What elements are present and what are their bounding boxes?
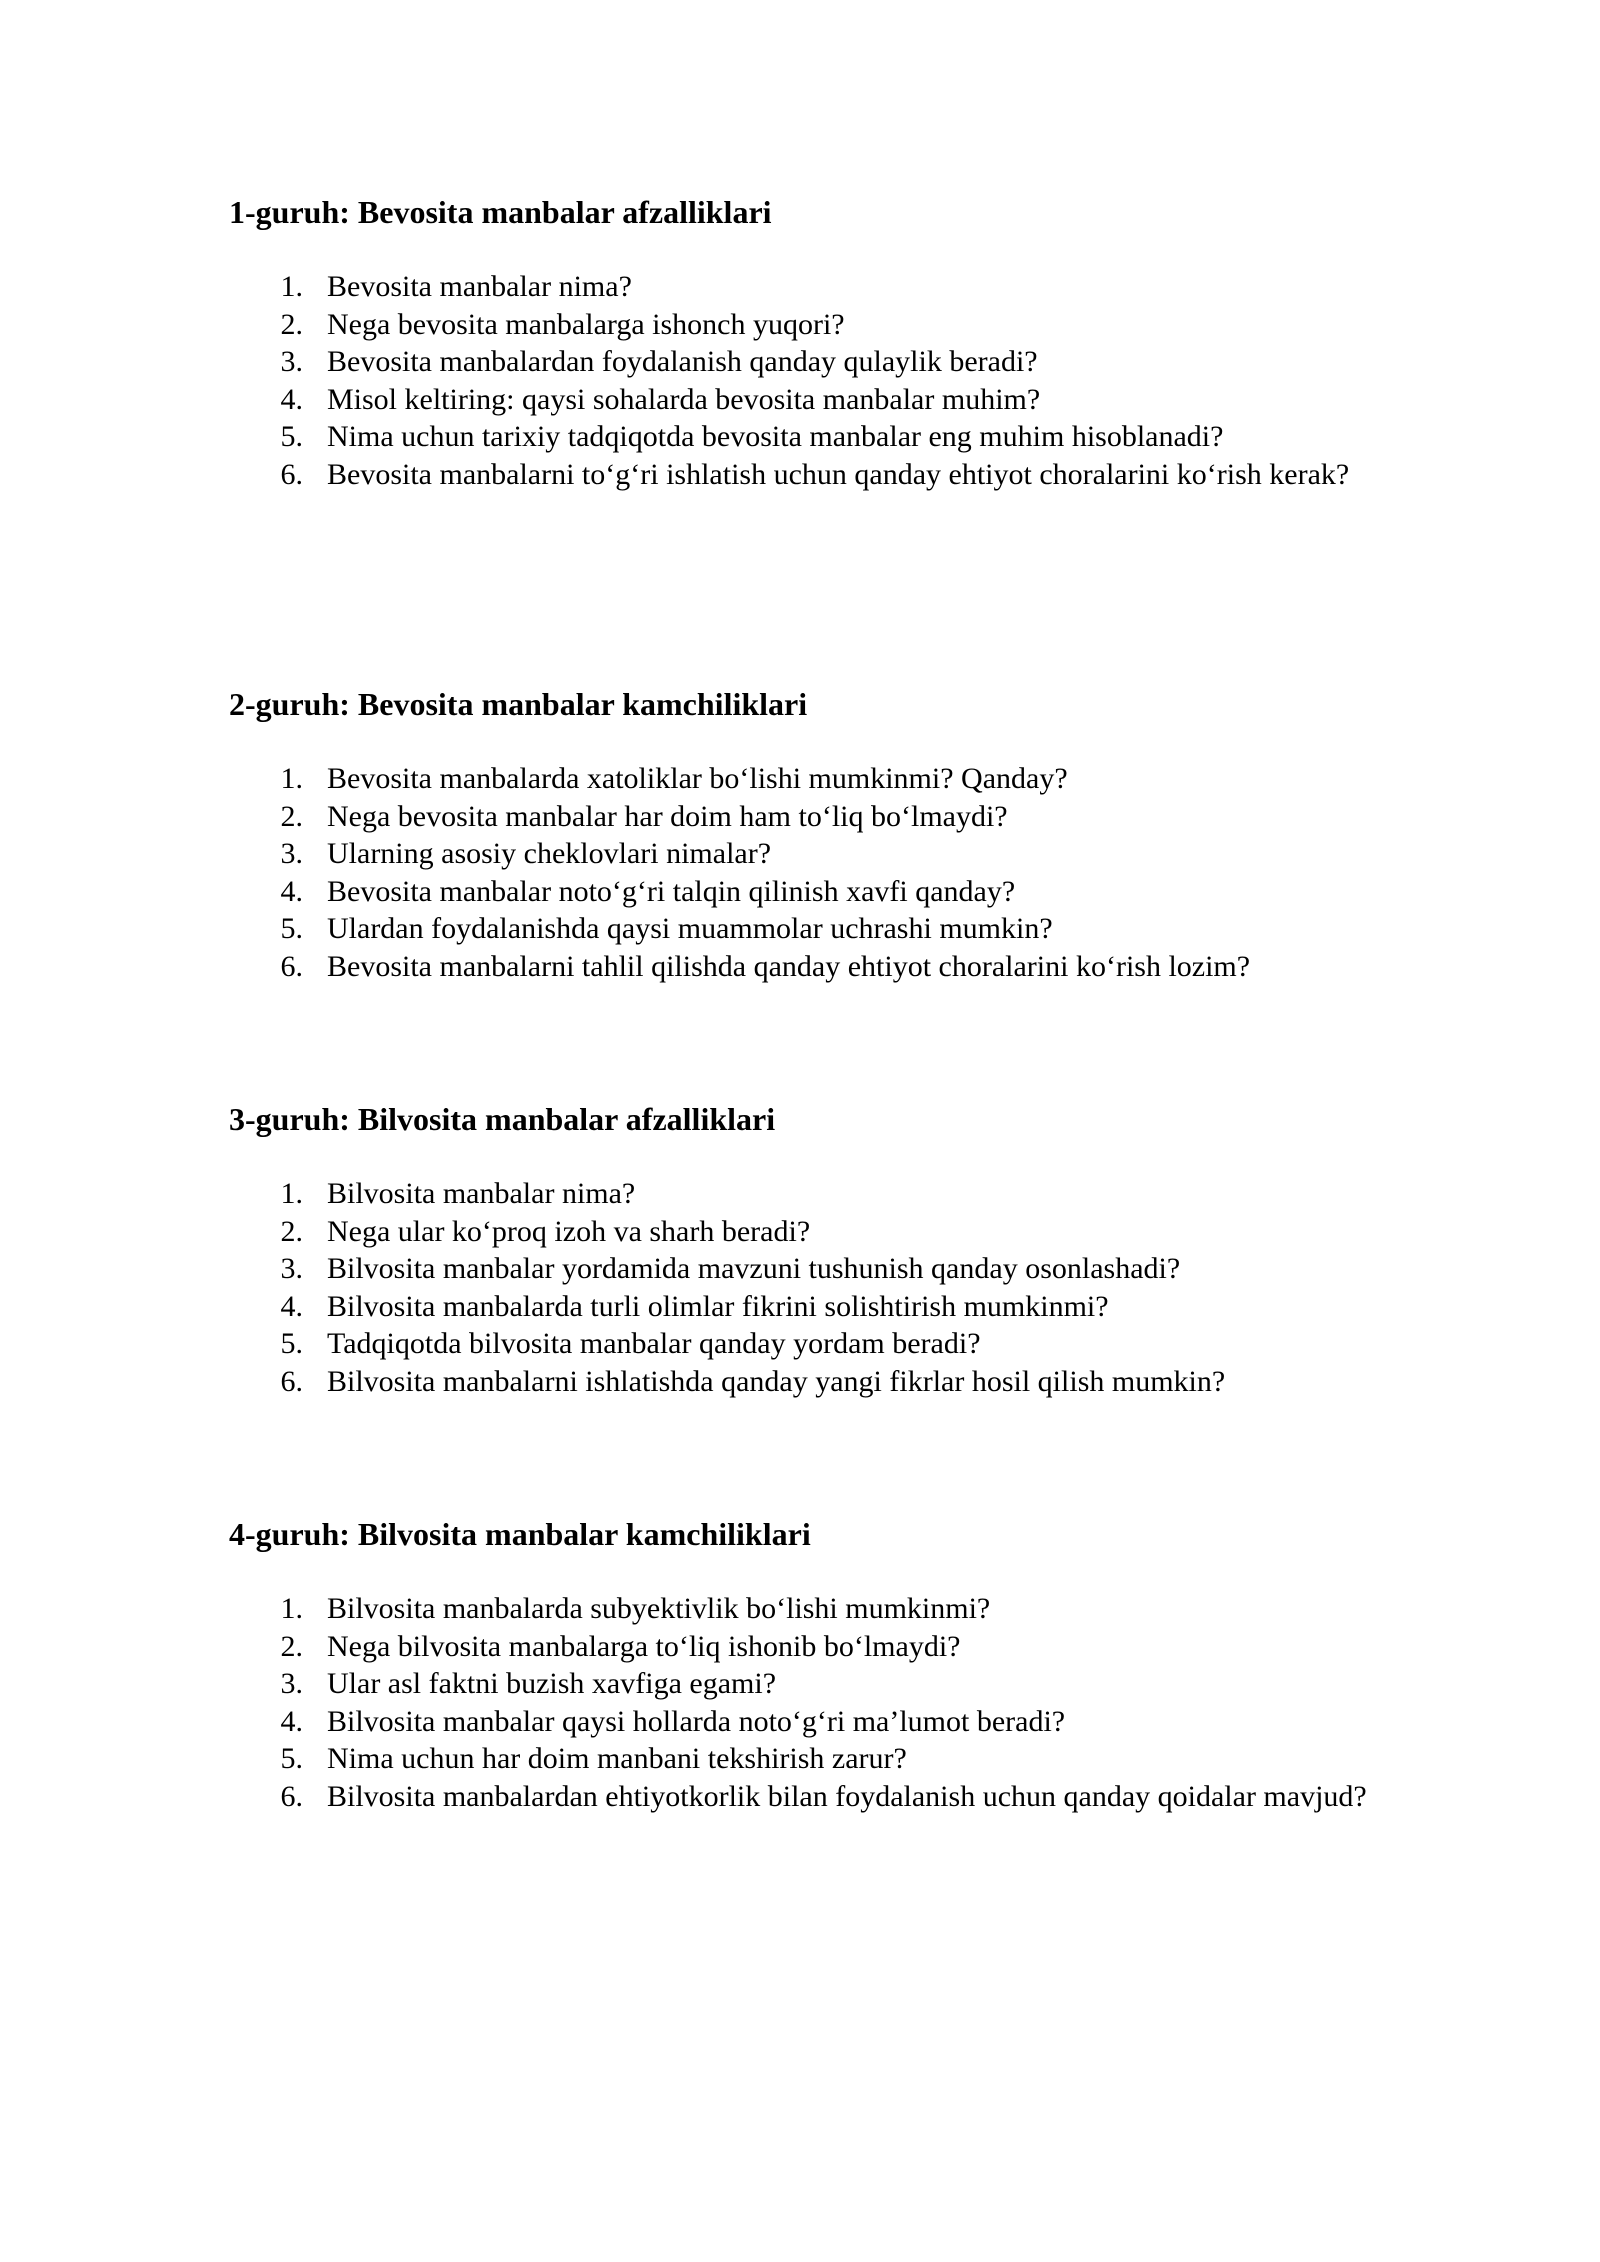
item-number: 6.: [280, 457, 303, 491]
list-item: [229, 1250, 1479, 1288]
list-item: [229, 910, 1479, 948]
item-text: Bevosita manbalarda xatoliklar bo‘lishi mumkinmi? Qanday?: [327, 762, 1068, 795]
list-item: [229, 1703, 1479, 1741]
item-number: 4.: [280, 874, 303, 908]
item-text: Bilvosita manbalarni ishlatishda qanday yangi fikrlar hosil qilish mumkin?: [327, 1364, 1226, 1398]
item-text: Bevosita manbalarni to‘g‘ri ishlatish uchun qanday ehtiyot choralarini ko‘rish kerak?: [327, 457, 1350, 491]
list-item: [229, 343, 1479, 381]
list-item: [229, 418, 1479, 456]
item-text: Bevosita manbalar noto‘g‘ri talqin qilinish xavfi qanday?: [327, 874, 1016, 908]
question-list: [229, 1590, 1479, 1815]
item-text: Bilvosita manbalar yordamida mavzuni tushunish qanday osonlashadi?: [327, 1252, 1181, 1285]
item-number: 5.: [280, 1742, 303, 1775]
item-text: Nima uchun har doim manbani tekshirish zarur?: [327, 1742, 907, 1775]
item-text: Ular asl faktni buzish xavfiga egami?: [327, 1667, 777, 1700]
item-number: 2.: [280, 307, 303, 341]
item-number: 6.: [280, 1364, 303, 1398]
question-list: [229, 1175, 1479, 1400]
item-text: Tadqiqotda bilvosita manbalar qanday yordam beradi?: [327, 1327, 981, 1360]
item-text: Bevosita manbalar nima?: [327, 270, 632, 303]
item-text: Ulardan foydalanishda qaysi muammolar uchrashi mumkin?: [327, 912, 1053, 945]
item-text: Bilvosita manbalardan ehtiyotkorlik bilan foydalanish uchun qanday qoidalar mavjud?: [327, 1779, 1367, 1813]
item-text: Bilvosita manbalar qaysi hollarda noto‘g‘ri ma’lumot beradi?: [327, 1704, 1066, 1738]
list-item: [229, 1628, 1479, 1666]
item-number: 3.: [280, 1667, 303, 1700]
item-text: Ularning asosiy cheklovlari nimalar?: [327, 837, 772, 870]
list-item: [229, 948, 1479, 986]
question-list: [229, 760, 1479, 985]
item-number: 4.: [280, 1289, 303, 1323]
item-text: Bilvosita manbalarda turli olimlar fikrini solishtirish mumkinmi?: [327, 1289, 1109, 1323]
item-number: 3.: [280, 1252, 303, 1285]
list-item: [229, 1363, 1479, 1401]
item-number: 4.: [280, 1704, 303, 1738]
list-item: [229, 873, 1479, 911]
item-number: 6.: [280, 1779, 303, 1813]
list-item: [229, 1325, 1479, 1363]
section-title: 4-guruh: Bilvosita manbalar kamchiliklari: [229, 1516, 811, 1552]
item-text: Nega ular ko‘proq izoh va sharh beradi?: [327, 1214, 811, 1248]
item-text: Nega bevosita manbalar har doim ham to‘liq bo‘lmaydi?: [327, 799, 1008, 833]
item-number: 5.: [280, 420, 303, 453]
list-item: [229, 835, 1479, 873]
section-title: 2-guruh: Bevosita manbalar kamchiliklari: [229, 686, 808, 722]
item-text: Bilvosita manbalarda subyektivlik bo‘lishi mumkinmi?: [327, 1592, 991, 1625]
item-number: 1.: [280, 270, 303, 303]
item-number: 2.: [280, 1629, 303, 1663]
item-number: 5.: [280, 912, 303, 945]
group-4-section: [229, 1514, 1479, 1815]
list-item: [229, 798, 1479, 836]
list-item: [229, 306, 1479, 344]
item-text: Bevosita manbalardan foydalanish qanday qulaylik beradi?: [327, 345, 1038, 378]
list-item: [229, 1175, 1479, 1213]
item-number: 1.: [280, 1177, 303, 1210]
item-number: 6.: [280, 949, 303, 983]
item-text: Nega bilvosita manbalarga to‘liq ishonib bo‘lmaydi?: [327, 1629, 961, 1663]
section-title: 3-guruh: Bilvosita manbalar afzalliklari: [229, 1101, 776, 1137]
item-text: Nega bevosita manbalarga ishonch yuqori?: [327, 307, 845, 341]
group-3-section: [229, 1099, 1479, 1400]
item-number: 3.: [280, 345, 303, 378]
item-number: 1.: [280, 1592, 303, 1625]
item-number: 1.: [280, 762, 303, 795]
list-item: [229, 456, 1479, 494]
list-item: [229, 1665, 1479, 1703]
group-2-section: [229, 684, 1479, 985]
list-item: [229, 268, 1479, 306]
list-item: [229, 381, 1479, 419]
question-list: [229, 268, 1479, 493]
item-number: 3.: [280, 837, 303, 870]
list-item: [229, 1213, 1479, 1251]
item-number: 2.: [280, 799, 303, 833]
item-text: Bevosita manbalarni tahlil qilishda qanday ehtiyot choralarini ko‘rish lozim?: [327, 949, 1251, 983]
item-number: 4.: [280, 382, 303, 416]
list-item: [229, 1778, 1479, 1816]
list-item: [229, 760, 1479, 798]
list-item: [229, 1590, 1479, 1628]
item-text: Nima uchun tarixiy tadqiqotda bevosita manbalar eng muhim hisoblanadi?: [327, 420, 1224, 453]
item-text: Misol keltiring: qaysi sohalarda bevosita manbalar muhim?: [327, 382, 1041, 416]
item-text: Bilvosita manbalar nima?: [327, 1177, 636, 1210]
list-item: [229, 1740, 1479, 1778]
item-number: 5.: [280, 1327, 303, 1360]
section-title: 1-guruh: Bevosita manbalar afzalliklari: [229, 194, 772, 230]
group-1-section: [229, 192, 1479, 493]
item-number: 2.: [280, 1214, 303, 1248]
list-item: [229, 1288, 1479, 1326]
